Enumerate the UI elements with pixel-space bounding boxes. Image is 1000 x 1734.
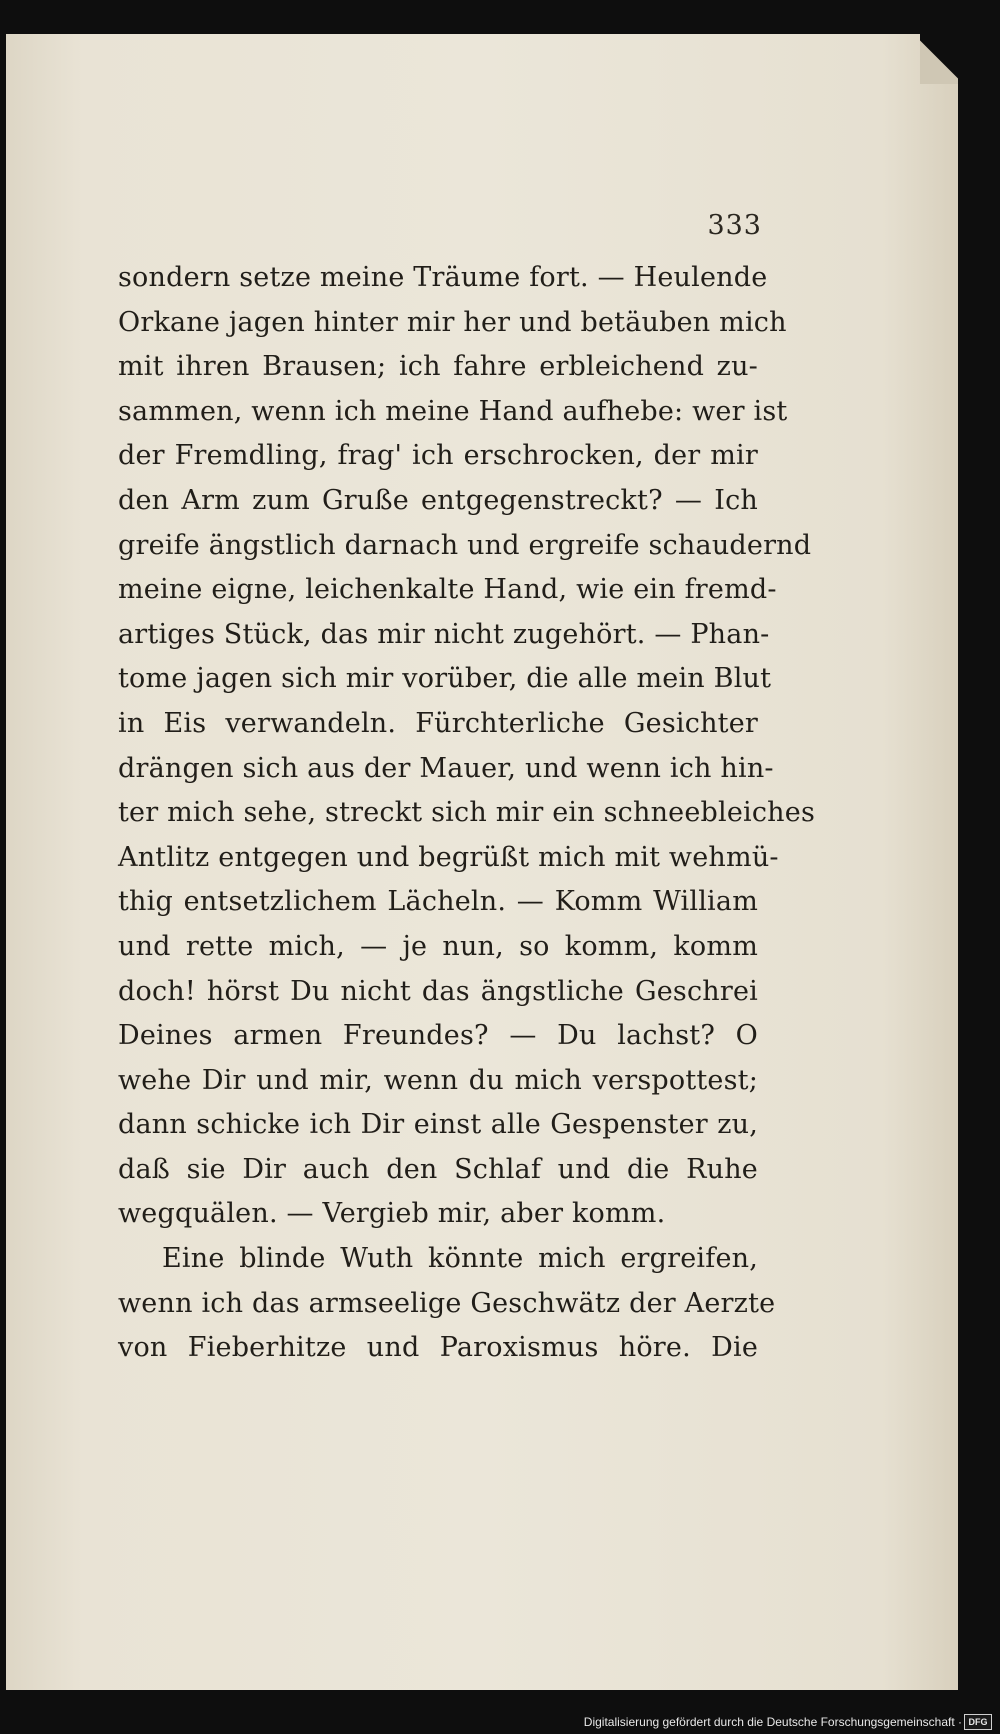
page-number: 333 bbox=[707, 210, 762, 241]
text-line: artiges Stück, das mir nicht zugehört. — Phan- bbox=[118, 618, 770, 650]
text-line: in Eis verwandeln. Fürchterliche Gesichter bbox=[118, 707, 758, 739]
text-line: tome jagen sich mir vorüber, die alle mein Blut bbox=[118, 663, 772, 695]
text-line: wehe Dir und mir, wenn du mich verspottest; bbox=[118, 1064, 758, 1096]
text-line: greife ängstlich darnach und ergreife schaudernd bbox=[118, 529, 812, 561]
text-line: und rette mich, — je nun, so komm, komm bbox=[118, 930, 758, 962]
folded-page-corner bbox=[920, 34, 958, 84]
text-line: Deines armen Freundes? — Du lachst? O bbox=[118, 1020, 758, 1052]
text-line: den Arm zum Gruße entgegenstreckt? — Ich bbox=[118, 484, 758, 516]
text-line: wegquälen. — Vergieb mir, aber komm. bbox=[118, 1198, 666, 1230]
dfg-logo: DFG bbox=[964, 1714, 992, 1730]
text-line: sondern setze meine Träume fort. — Heulende bbox=[118, 262, 768, 293]
paragraph-start-line: Eine blinde Wuth könnte mich ergreifen, bbox=[162, 1243, 758, 1275]
text-line: wenn ich das armseelige Geschwätz der Aerzte bbox=[118, 1287, 776, 1319]
text-line: meine eigne, leichenkalte Hand, wie ein fremd- bbox=[118, 574, 777, 606]
text-line: sammen, wenn ich meine Hand aufhebe: wer ist bbox=[118, 395, 788, 427]
text-line: Orkane jagen hinter mir her und betäuben mich bbox=[118, 306, 787, 338]
text-line: drängen sich aus der Mauer, und wenn ich hin- bbox=[118, 752, 774, 784]
text-line: von Fieberhitze und Paroxismus höre. Die bbox=[118, 1332, 758, 1364]
body-text bbox=[118, 256, 816, 1371]
text-line: ter mich sehe, streckt sich mir ein schneebleiches bbox=[118, 797, 816, 829]
text-line: dann schicke ich Dir einst alle Gespenster zu, bbox=[118, 1109, 758, 1141]
digitization-credit: Digitalisierung gefördert durch die Deutsche Forschungsgemeinschaft · bbox=[583, 1715, 962, 1729]
text-line: der Fremdling, frag' ich erschrocken, der mir bbox=[118, 440, 758, 472]
text-line: daß sie Dir auch den Schlaf und die Ruhe bbox=[118, 1153, 758, 1185]
text-line: mit ihren Brausen; ich fahre erbleichend zu- bbox=[118, 351, 758, 383]
text-line: thig entsetzlichem Lächeln. — Komm William bbox=[118, 886, 758, 918]
text-line: doch! hörst Du nicht das ängstliche Geschrei bbox=[118, 975, 758, 1007]
text-line: Antlitz entgegen und begrüßt mich mit wehmü- bbox=[118, 841, 779, 873]
